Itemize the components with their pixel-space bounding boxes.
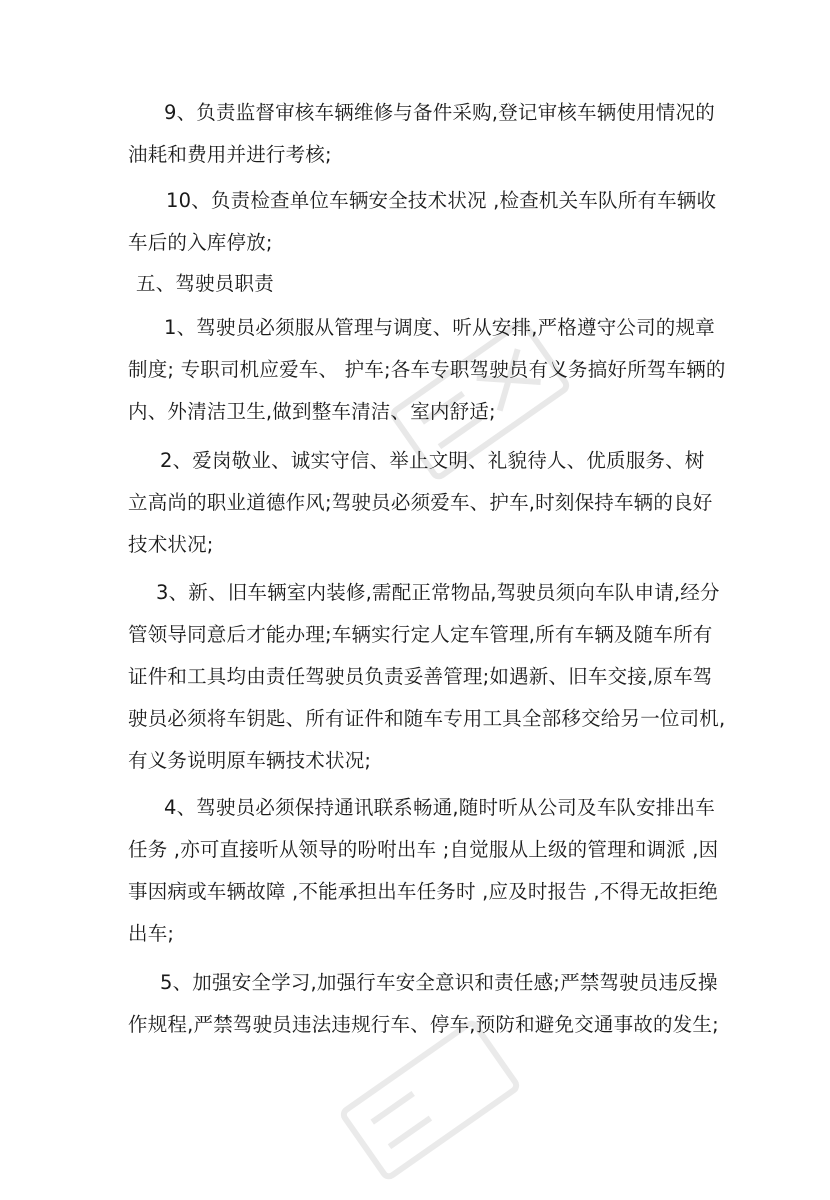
text-line: 5、加强安全学习,加强行车安全意识和责任感;严禁驾驶员违反操	[160, 971, 718, 994]
text-line: 管领导同意后才能办理;车辆实行定人定车管理,所有车辆及随车所有	[128, 623, 713, 646]
text-line: 内、外清洁卫生,做到整车清洁、室内舒适;	[128, 400, 496, 423]
text-line: 作规程,严禁驾驶员违法违规行车、停车,预防和避免交通事故的发生;	[128, 1013, 719, 1036]
text-line: 证件和工具均由责任驾驶员负责妥善管理;如遇新、旧车交接,原车驾	[128, 665, 713, 688]
text-line: 立高尚的职业道德作风;驾驶员必须爱车、护车,时刻保持车辆的良好	[128, 491, 713, 514]
text-line: 油耗和费用并进行考核;	[128, 143, 332, 166]
text-line: 技术状况;	[128, 533, 214, 556]
text-line: 2、爱岗敬业、诚实守信、举止文明、礼貌待人、优质服务、树	[160, 449, 705, 472]
section-heading	[128, 263, 708, 305]
paragraph-duty-4	[128, 787, 719, 955]
text-line: 驶员必须将车钥匙、所有证件和随车专用工具全部移交给另一位司机,	[128, 707, 726, 730]
text-line: 车后的入库停放;	[128, 231, 273, 254]
text-line: 9、负责监督审核车辆维修与备件采购,登记审核车辆使用情况的	[164, 101, 715, 124]
section-title: 五、驾驶员职责	[136, 272, 274, 295]
paragraph-duty-3	[128, 572, 726, 782]
text-line: 4、驾驶员必须保持通讯联系畅通,随时听从公司及车队安排出车	[164, 796, 715, 819]
paragraph-item-10	[128, 180, 717, 264]
text-line: 3、新、旧车辆室内装修,需配正常物品,驾驶员须向车队申请,经分	[156, 581, 720, 604]
text-line: 10、负责检查单位车辆安全技术状况 ,检查机关车队所有车辆收	[166, 189, 717, 212]
text-line: 事因病或车辆故障 ,不能承担出车任务时 ,应及时报告 ,不得无故拒绝	[128, 880, 718, 903]
paragraph-item-9	[128, 92, 715, 176]
text-line: 制度; 专职司机应爱车、 护车;各车专职驾驶员有义务搞好所驾车辆的	[128, 358, 726, 381]
paragraph-duty-5	[128, 962, 719, 1046]
paragraph-duty-1	[128, 307, 726, 433]
text-line: 1、驾驶员必须服从管理与调度、听从安排,严格遵守公司的规章	[164, 316, 715, 339]
text-line: 有义务说明原车辆技术状况;	[128, 749, 372, 772]
text-line: 任务 ,亦可直接听从领导的吩咐出车 ;自觉服从上级的管理和调派 ,因	[128, 838, 719, 861]
text-line: 出车;	[128, 922, 175, 945]
paragraph-duty-2	[128, 440, 713, 566]
